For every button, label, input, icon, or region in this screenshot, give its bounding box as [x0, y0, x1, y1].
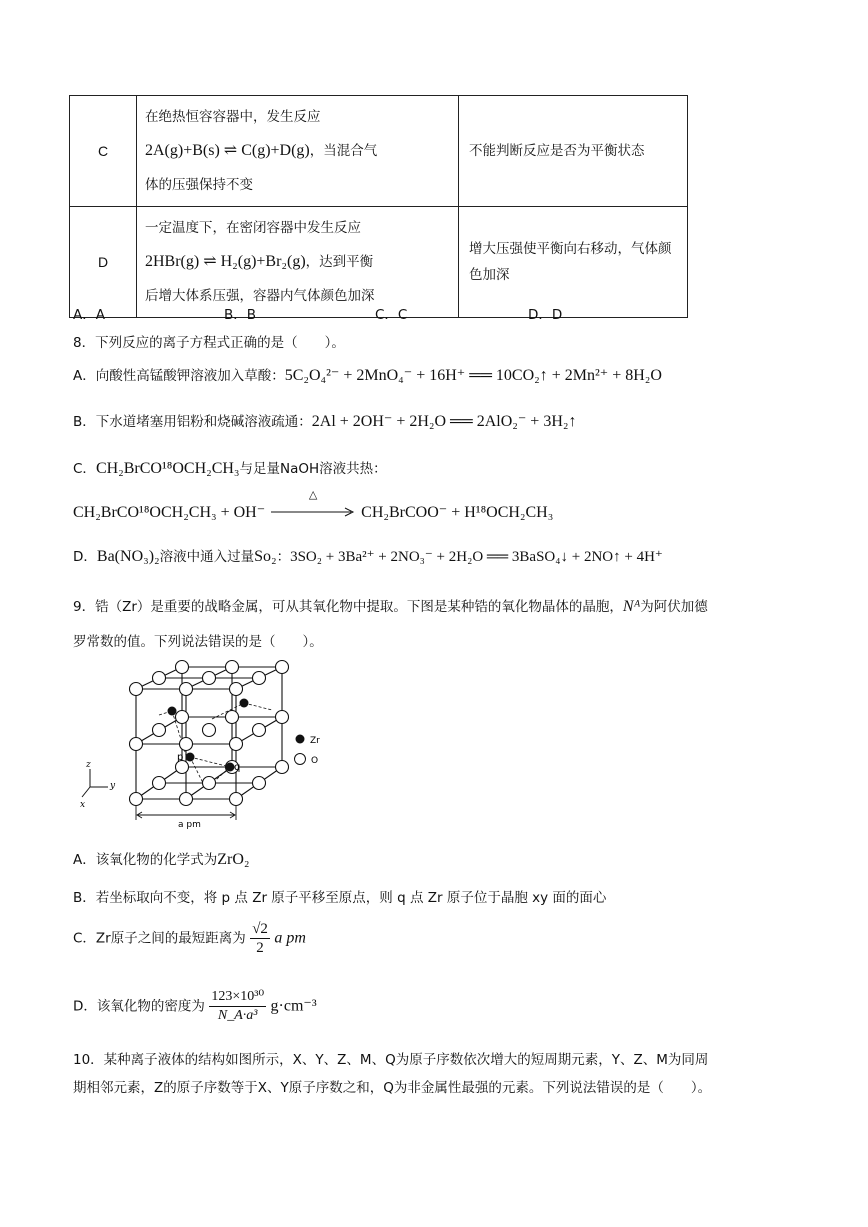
q8-stem: 8．下列反应的离子方程式正确的是（ ）。: [73, 335, 345, 351]
q8-d-so2: So₂: [254, 548, 277, 565]
q9-d-fraction: [209, 988, 266, 1025]
dimension-line: [136, 806, 236, 820]
q9-option-d: [73, 988, 317, 1025]
q8-c-eq-left: CH₂BrCO¹⁸OCH₂CH₃ + OH⁻: [73, 504, 266, 521]
q9-d-numerator: 123×10³⁰: [209, 988, 266, 1007]
legend-o-label: O: [311, 756, 319, 766]
q8-c-equation: [73, 489, 554, 522]
zirconia-unit-cell-diagram: [72, 655, 342, 830]
q9-a-formula: ZrO₂: [217, 851, 250, 868]
q7-row-d-cond-line1: 一定温度下，在密闭容器中发生反应: [145, 220, 361, 236]
q8-c-formula: CH₂BrCO¹⁸OCH₂CH₃: [95, 460, 240, 477]
q7-option-a: A．A: [73, 307, 105, 323]
q9-option-b: B．若坐标取向不变，将 p 点 Zr 原子平移至原点，则 q 点 Zr 原子位于晶胞 xy 面的面心: [73, 890, 607, 906]
q8-a-equation: 5C₂O₄²⁻ + 2MnO₄⁻ + 16H⁺ ══ 10CO₂↑ + 2Mn²⁺ + 8H₂O: [284, 367, 662, 384]
q7-row-c-equation: 2A(g)+B(s) ⇌ C(g)+D(g): [145, 142, 310, 159]
legend-zr-label: Zr: [310, 736, 320, 746]
q8-c-eq-right: CH₂BrCOO⁻ + H¹⁸OCH₂CH₃: [361, 504, 554, 521]
q9-option-c: [73, 920, 306, 957]
q10-stem-line2: 期相邻元素，Z的原子序数等于X、Y原子序数之和，Q为非金属性最强的元素。下列说法错误的是（ ）。: [73, 1080, 712, 1096]
q7-row-d-label: D: [70, 207, 137, 318]
oxygen-atoms: [130, 661, 289, 806]
axis-z-label: z: [86, 760, 91, 770]
q8-d-text: 溶液中通入过量: [159, 549, 255, 565]
dimension-label: a pm: [178, 820, 201, 830]
legend-o-marker: [295, 754, 306, 765]
q9-c-denominator: 2: [256, 940, 264, 956]
q9-a-text: A．该氧化物的化学式为: [73, 852, 218, 868]
q9-d-denominator: N_A·a³: [217, 1008, 258, 1023]
q9-avogadro-symbol: Nᴬ: [622, 598, 641, 615]
q8-c-prefix: C．: [73, 461, 96, 477]
q7-row-d-result-line1: 增大压强使平衡向右移动，气体颜: [469, 241, 672, 257]
q7-row-d: [70, 207, 688, 318]
q8-d-prefix: D．: [73, 549, 97, 565]
q9-c-numerator: √2: [252, 921, 268, 937]
q9-d-text: D．该氧化物的密度为: [73, 998, 205, 1015]
q7-row-d-result: [459, 207, 688, 318]
q8-b-text: B．下水道堵塞用铝粉和烧碱溶液疏通：: [73, 414, 312, 430]
q9-d-unit: g·cm⁻³: [270, 997, 317, 1015]
q7-row-c-eq-tail: ，当混合气: [309, 143, 378, 159]
q9-stem-part2: 为阿伏加德: [640, 599, 708, 615]
q8-d-equation: 3SO₂ + 3Ba²⁺ + 2NO₃⁻ + 2H₂O ══ 3BaSO₄↓ + 2NO↑ + 4H⁺: [290, 549, 663, 565]
q9-stem-part1: 9．锆（Zr）是重要的战略金属，可从其氧化物中提取。下图是某种锆的氧化物晶体的晶胞，: [73, 599, 623, 615]
q8-option-d: [73, 545, 663, 566]
q8-c-arrow: [269, 489, 357, 522]
q8-c-text: 与足量NaOH溶液共热：: [239, 461, 387, 477]
q8-option-c: [73, 457, 387, 478]
q9-c-text: C．Zr原子之间的最短距离为: [73, 930, 246, 947]
q7-row-d-eq-tail: ，达到平衡: [305, 254, 374, 270]
q7-row-d-result-line2: 色加深: [469, 267, 510, 283]
q7-row-d-cond-line3: 后增大体系压强，容器内气体颜色加深: [145, 288, 375, 304]
q7-option-d: D．D: [528, 307, 563, 323]
axes-icon: [82, 769, 108, 797]
q7-row-c: [70, 96, 688, 207]
q8-c-heat-symbol: △: [308, 489, 318, 502]
q7-row-c-condition: [137, 96, 459, 207]
q9-option-a: [73, 848, 249, 869]
axis-y-label: y: [110, 781, 116, 791]
q8-b-equation: 2Al + 2OH⁻ + 2H₂O ══ 2AlO₂⁻ + 3H₂↑: [311, 413, 577, 430]
q7-row-c-cond-line3: 体的压强保持不变: [145, 177, 253, 193]
q9-c-unit: a pm: [274, 929, 306, 947]
q7-option-b: B．B: [224, 307, 257, 323]
label-p: p: [177, 752, 184, 763]
q10-stem-line1: 10．某种离子液体的结构如图所示，X、Y、Z、M、Q为原子序数依次增大的短周期元素，Y、Z、M为同周: [73, 1052, 709, 1068]
label-q: q: [234, 762, 241, 773]
q8-d-colon: ：: [276, 549, 291, 565]
q8-option-b: [73, 410, 576, 431]
q9-stem-line2: 罗常数的值。下列说法错误的是（ ）。: [73, 634, 323, 650]
q7-row-d-condition: [137, 207, 459, 318]
legend-zr-marker: [296, 735, 305, 744]
q7-option-c: C．C: [375, 307, 408, 323]
q8-option-a: [73, 364, 662, 385]
q8-d-formula: Ba(NO₃)₂: [96, 548, 160, 565]
q7-table: [69, 95, 688, 318]
q9-stem-line1: [73, 595, 708, 616]
reaction-arrow-icon: [269, 507, 357, 517]
q9-c-fraction: [250, 920, 270, 957]
q8-a-text: A．向酸性高锰酸钾溶液加入草酸：: [73, 368, 285, 384]
axis-x-label: x: [80, 800, 86, 810]
q7-row-d-equation: 2HBr(g) ⇌ H₂(g)+Br₂(g): [145, 253, 306, 270]
q7-row-c-cond-line1: 在绝热恒容容器中，发生反应: [145, 109, 321, 125]
q7-row-c-label: C: [70, 96, 137, 207]
q7-row-c-result: 不能判断反应是否为平衡状态: [459, 96, 688, 207]
